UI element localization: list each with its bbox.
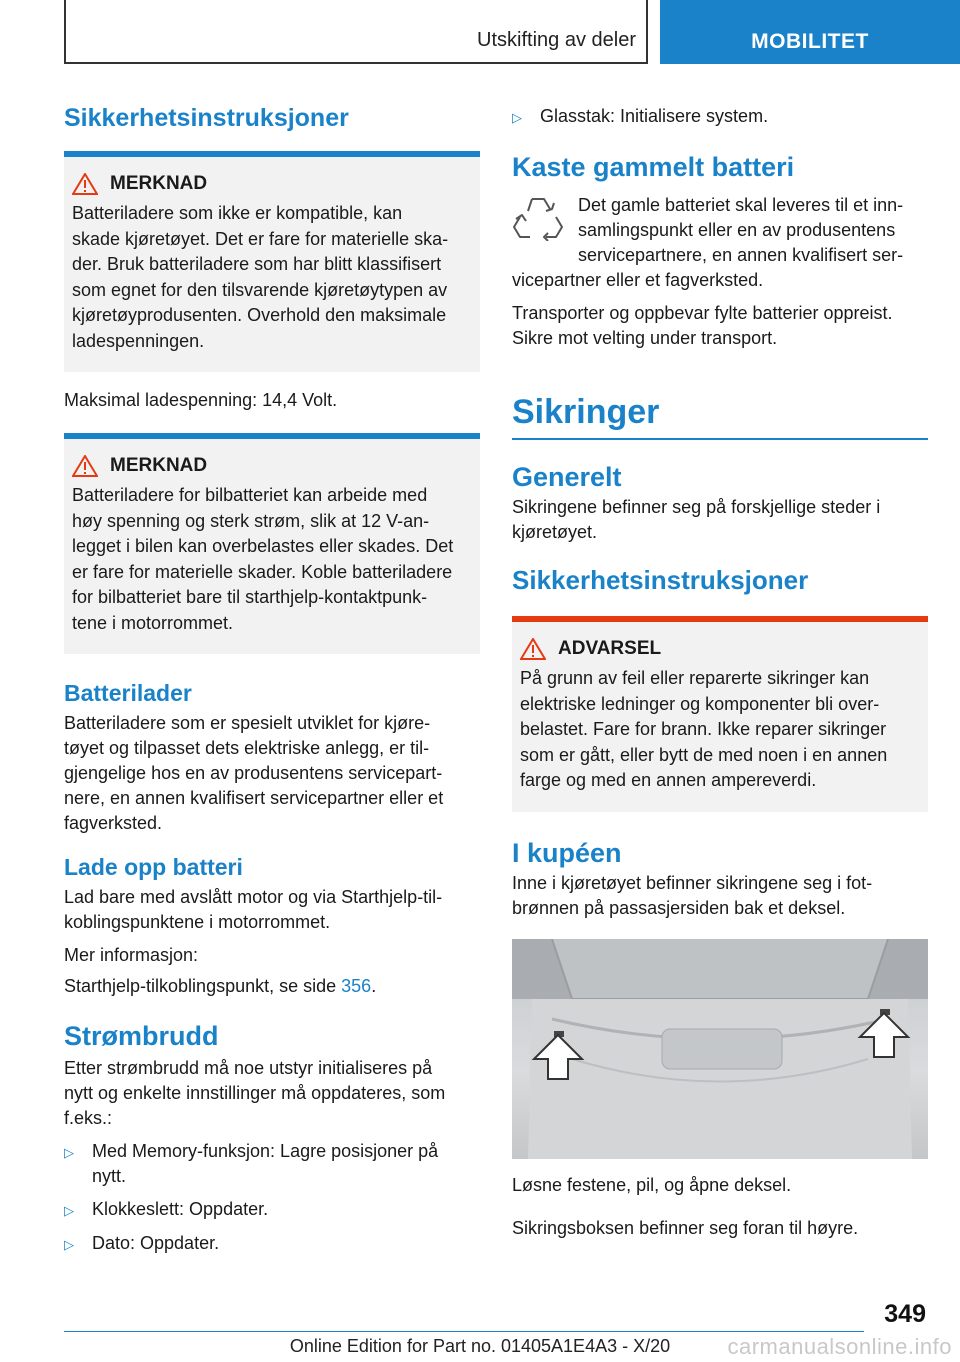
heading-fuses: Sikringer bbox=[512, 393, 660, 431]
bullet-triangle-icon: ▷ bbox=[512, 110, 522, 125]
text-line: Dato: Oppdater. bbox=[92, 1233, 220, 1253]
text-line: vicepartner eller et fagverksted. bbox=[512, 270, 764, 290]
warning-text-line: På grunn av feil eller reparerte sikringer kan bbox=[520, 668, 870, 688]
text-line: Det gamle batteriet skal leveres til et inn- bbox=[578, 195, 904, 215]
outage-paragraph bbox=[64, 1056, 480, 1131]
warning-header bbox=[520, 638, 920, 660]
more-info-text: Mer informasjon: bbox=[64, 945, 199, 965]
text-line: Sikre mot velting under transport. bbox=[512, 328, 778, 348]
notice-label: MERKNAD bbox=[110, 455, 208, 476]
text-line: nytt. bbox=[92, 1166, 127, 1186]
warning-triangle-icon bbox=[72, 455, 98, 477]
heading-safety-instructions: Sikkerhetsinstruksjoner bbox=[64, 104, 349, 132]
photo-caption: Løsne festene, pil, og åpne deksel. bbox=[512, 1174, 792, 1195]
bullet-triangle-icon: ▷ bbox=[64, 1237, 74, 1252]
watermark: carmanualsonline.info bbox=[727, 1334, 952, 1359]
notice-label: MERKNAD bbox=[110, 173, 208, 194]
text-line: Inne i kjøretøyet befinner sikringene seg i fot- bbox=[512, 872, 873, 893]
warning-text-line: elektriske ledninger og komponenter bli over- bbox=[520, 693, 880, 714]
header-chapter-tab[interactable]: MOBILITET bbox=[660, 0, 960, 64]
warning-triangle-icon bbox=[72, 173, 98, 195]
notice-text-line: høy spenning og sterk strøm, slik at 12 V-an- bbox=[72, 510, 430, 531]
warning-label: ADVARSEL bbox=[558, 638, 662, 659]
text-line: koblingspunktene i motorrommet. bbox=[64, 912, 331, 932]
cabin-paragraph bbox=[512, 871, 928, 921]
notice-header bbox=[72, 173, 472, 195]
notice-text-line: Batteriladere for bilbatteriet kan arbeide med bbox=[72, 485, 428, 505]
text-line: f.eks.: bbox=[64, 1108, 113, 1128]
max-voltage-text: Maksimal ladespenning: 14,4 Volt. bbox=[64, 390, 338, 410]
recycle-icon bbox=[512, 193, 564, 246]
left-column bbox=[64, 96, 480, 1257]
general-paragraph bbox=[512, 495, 928, 545]
list-item bbox=[64, 1197, 480, 1223]
list-item bbox=[512, 104, 928, 130]
warning-box bbox=[512, 616, 928, 812]
reference-text: Starthjelp-tilkoblingspunkt, se side bbox=[64, 976, 342, 996]
notice-text-line: som egnet for den tilsvarende kjøretøytypen av bbox=[72, 279, 448, 300]
text-line: brønnen på passasjersiden bak et deksel. bbox=[512, 897, 846, 918]
text-line: Transporter og oppbevar fylte batterier oppreist. bbox=[512, 303, 893, 323]
notice-text-line: tene i motorrommet. bbox=[72, 612, 234, 633]
reference-paragraph bbox=[64, 974, 480, 999]
text-line: Sikringene befinner seg på forskjellige steder i bbox=[512, 497, 881, 517]
notice-header bbox=[72, 455, 472, 477]
notice-text-line: for bilbatteriet bare til starthjelp-kontaktpunk- bbox=[72, 587, 428, 607]
text-line: samlingspunkt eller en av produsentens bbox=[578, 220, 896, 240]
charge-paragraph bbox=[64, 885, 480, 935]
header-section-title: Utskifting av deler bbox=[477, 29, 636, 51]
notice-box-2 bbox=[64, 433, 480, 654]
text-line: gjengelige hos en av produsentens servicepart- bbox=[64, 763, 443, 783]
footer-edition: Online Edition for Part no. 01405A1E4A3 - X/20 bbox=[289, 1336, 671, 1356]
text-line: nere, en annen kvalifisert servicepartner eller et bbox=[64, 788, 444, 808]
right-column bbox=[512, 96, 928, 1241]
reference-end: . bbox=[371, 976, 377, 996]
footer-rule bbox=[64, 1331, 864, 1332]
text-line: tøyet og tilpasset dets elektriske anlegg, er til- bbox=[64, 738, 430, 758]
notice-text-line: er fare for materielle skader. Koble batteriladere bbox=[72, 561, 453, 582]
page-reference-link[interactable]: 356 bbox=[341, 976, 372, 996]
text-line: Klokkeslett: Oppdater. bbox=[92, 1199, 269, 1219]
text-line: Glasstak: Initialisere system. bbox=[540, 106, 769, 126]
fuse-cover-photo bbox=[512, 939, 928, 1159]
outage-list bbox=[64, 1139, 480, 1257]
heading-charge-battery: Lade opp batteri bbox=[64, 854, 243, 880]
notice-text-line: legget i bilen kan overbelastes eller skades. Det bbox=[72, 536, 454, 556]
list-item bbox=[64, 1139, 480, 1189]
header-section-box bbox=[64, 0, 648, 64]
transport-paragraph bbox=[512, 301, 928, 351]
list-item bbox=[64, 1231, 480, 1257]
warning-text-line: belastet. Fare for brann. Ikke reparer sikringer bbox=[520, 719, 887, 739]
bullet-triangle-icon: ▷ bbox=[64, 1203, 74, 1218]
notice-box-1 bbox=[64, 151, 480, 372]
heading-general: Generelt bbox=[512, 462, 622, 492]
text-line: Lad bare med avslått motor og via Starthjelp-til- bbox=[64, 887, 443, 907]
dispose-block bbox=[512, 193, 928, 293]
text-line: fagverksted. bbox=[64, 813, 163, 833]
charger-paragraph bbox=[64, 711, 480, 836]
heading-cabin: I kupéen bbox=[512, 837, 622, 868]
notice-text-line: skade kjøretøyet. Det er fare for materielle ska- bbox=[72, 228, 449, 249]
heading-safety-instructions-fuses: Sikkerhetsinstruksjoner bbox=[512, 565, 809, 595]
text-line: servicepartnere, en annen kvalifisert ser- bbox=[578, 245, 904, 265]
text-line: Etter strømbrudd må noe utstyr initialiseres på bbox=[64, 1058, 433, 1078]
warning-triangle-icon bbox=[520, 638, 546, 660]
bullet-triangle-icon: ▷ bbox=[64, 1145, 74, 1160]
notice-text-line: kjøretøyprodusenten. Overhold den maksimale bbox=[72, 305, 447, 325]
section-rule bbox=[512, 438, 928, 440]
text-line: kjøretøyet. bbox=[512, 522, 598, 542]
page-number: 349 bbox=[884, 1300, 926, 1328]
heading-battery-charger: Batterilader bbox=[64, 680, 192, 706]
warning-text-line: farge og med en annen ampereverdi. bbox=[520, 770, 817, 790]
heading-dispose-battery: Kaste gammelt batteri bbox=[512, 152, 795, 182]
fusebox-location-text: Sikringsboksen befinner seg foran til høyre. bbox=[512, 1217, 859, 1238]
warning-text-line: som er gått, eller bytt de med noen i en annen bbox=[520, 744, 888, 765]
text-line: Med Memory-funksjon: Lagre posisjoner på bbox=[92, 1141, 439, 1161]
notice-text-line: Batteriladere som ikke er kompatible, kan bbox=[72, 203, 403, 223]
notice-text-line: ladespenningen. bbox=[72, 330, 205, 351]
text-line: nytt og enkelte innstillinger må oppdateres, som bbox=[64, 1083, 446, 1103]
heading-power-outage: Strømbrudd bbox=[64, 1021, 219, 1051]
text-line: Batteriladere som er spesielt utviklet for kjøre- bbox=[64, 713, 431, 733]
notice-text-line: der. Bruk batteriladere som har blitt klassifisert bbox=[72, 254, 442, 274]
